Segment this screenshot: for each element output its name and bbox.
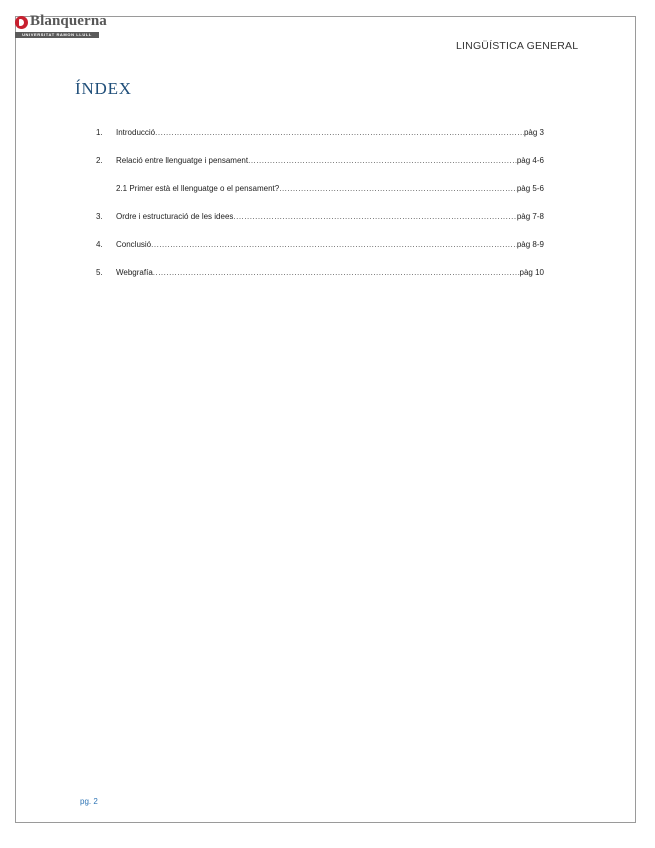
toc-entry-number: 5.: [96, 268, 103, 277]
blanquerna-logo-icon: [15, 16, 28, 29]
toc-dot-leader: [153, 268, 520, 277]
toc-entry-relacio[interactable]: [96, 156, 544, 170]
logo-subtitle: UNIVERSITAT RAMON LLULL: [15, 32, 99, 38]
index-heading: ÍNDEX: [75, 79, 132, 98]
toc-dot-leader: [155, 128, 524, 137]
toc-entry-introduccio[interactable]: [96, 128, 544, 142]
blanquerna-logo: [15, 14, 125, 46]
toc-entry-number: 3.: [96, 212, 103, 221]
toc-entry-webgrafia[interactable]: [96, 268, 544, 282]
toc-entry-page: pàg 3: [523, 128, 544, 137]
toc-entry-label: Relació entre llenguatge i pensament: [116, 156, 249, 165]
logo-name: Blanquerna: [30, 13, 107, 29]
toc-entry-page: pàg 10: [519, 268, 544, 277]
toc-entry-page: pàg 8-9: [516, 240, 544, 249]
document-header-title: LINGÜÍSTICA GENERAL: [456, 40, 579, 52]
toc-dot-leader: [233, 212, 516, 221]
toc-entry-page: pàg 7-8: [516, 212, 544, 221]
toc-entry-label: Webgrafía: [116, 268, 153, 277]
toc-entry-number: 1.: [96, 128, 103, 137]
toc-entry-page: pàg 4-6: [516, 156, 544, 165]
toc-dot-leader: [279, 184, 517, 193]
toc-entry-number: 4.: [96, 240, 103, 249]
toc-entry-number: 2.: [96, 156, 103, 165]
toc-dot-leader: [248, 156, 517, 165]
toc-dot-leader: [151, 240, 517, 249]
footer-page-number: pg. 2: [80, 797, 98, 806]
toc-entry-ordre[interactable]: [96, 212, 544, 226]
toc-entry-label: 2.1 Primer està el llenguatge o el pensament?: [116, 184, 280, 193]
toc-entry-label: Introducció: [116, 128, 156, 137]
toc-entry-label: Conclusió: [116, 240, 152, 249]
toc-entry-primer[interactable]: [96, 184, 544, 198]
toc-entry-conclusio[interactable]: [96, 240, 544, 254]
toc-entry-page: pàg 5-6: [516, 184, 544, 193]
toc-entry-label: Ordre i estructuració de les idees: [116, 212, 234, 221]
